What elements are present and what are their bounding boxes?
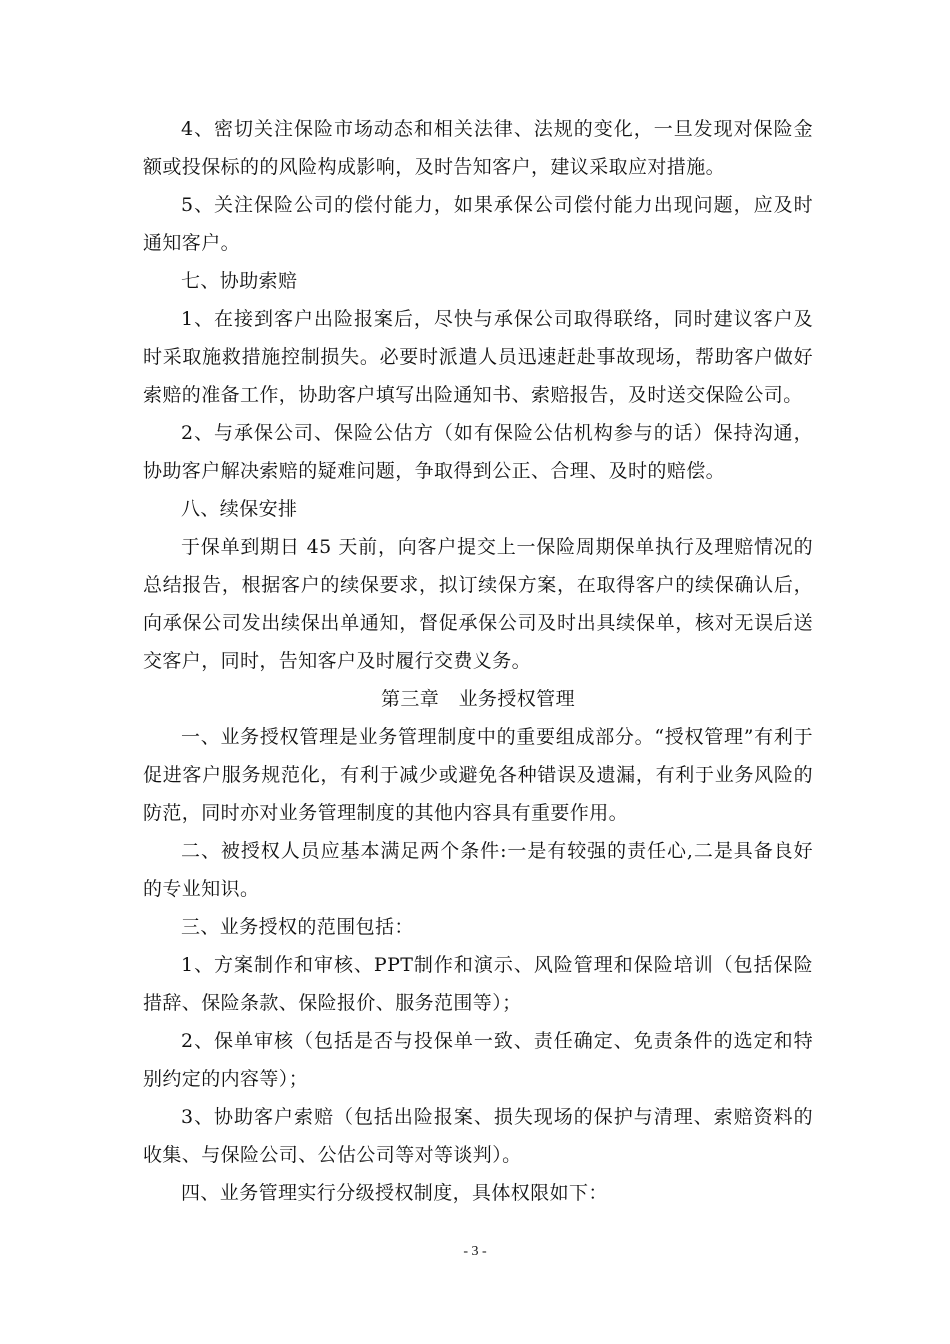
paragraph-renewal: 于保单到期日 45 天前，向客户提交上一保险周期保单执行及理赔情况的总结报告，根据客户的续保要求，拟订续保方案，在取得客户的续保确认后，向承保公司发出续保出单通知，督促承保公司及时出具续保单，核对无误后送交客户，同时，告知客户及时履行交费义务。 <box>143 536 813 672</box>
document-body <box>143 110 813 1212</box>
paragraph-claims-2: 2、与承保公司、保险公估方（如有保险公估机构参与的话）保持沟通，协助客户解决索赔的疑难问题，争取得到公正、合理、及时的赔偿。 <box>143 422 813 482</box>
paragraph-scope-2: 2、保单审核（包括是否与投保单一致、责任确定、免责条件的选定和特别约定的内容等）； <box>143 1030 813 1090</box>
paragraph-item-5: 5、关注保险公司的偿付能力，如果承保公司偿付能力出现问题，应及时通知客户。 <box>143 194 813 254</box>
section-heading-claims: 七、协助索赔 <box>181 270 298 292</box>
chapter-title: 第三章 业务授权管理 <box>380 688 575 710</box>
paragraph-authorization-3: 三、业务授权的范围包括： <box>181 916 414 938</box>
paragraph-authorization-4: 四、业务管理实行分级授权制度，具体权限如下： <box>181 1182 608 1204</box>
paragraph-scope-3: 3、协助客户索赔（包括出险报案、损失现场的保护与清理、索赔资料的收集、与保险公司、公估公司等对等谈判）。 <box>143 1106 813 1166</box>
page-number: - 3 - <box>463 1244 487 1259</box>
paragraph-scope-1: 1、方案制作和审核、PPT制作和演示、风险管理和保险培训（包括保险措辞、保险条款、保险报价、服务范围等）； <box>143 954 813 1014</box>
section-heading-renewal: 八、续保安排 <box>181 498 298 520</box>
paragraph-claims-1: 1、在接到客户出险报案后，尽快与承保公司取得联络，同时建议客户及时采取施救措施控制损失。必要时派遣人员迅速赶赴事故现场，帮助客户做好索赔的准备工作，协助客户填写出险通知书、索赔报告，及时送交保险公司。 <box>143 308 813 406</box>
paragraph-authorization-1: 一、业务授权管理是业务管理制度中的重要组成部分。“授权管理”有利于促进客户服务规范化，有利于减少或避免各种错误及遗漏，有利于业务风险的防范，同时亦对业务管理制度的其他内容具有重要作用。 <box>143 726 813 824</box>
paragraph-authorization-2: 二、被授权人员应基本满足两个条件:一是有较强的责任心,二是具备良好的专业知识。 <box>143 840 813 900</box>
paragraph-item-4: 4、密切关注保险市场动态和相关法律、法规的变化，一旦发现对保险金额或投保标的的风险构成影响，及时告知客户，建议采取应对措施。 <box>143 118 813 178</box>
